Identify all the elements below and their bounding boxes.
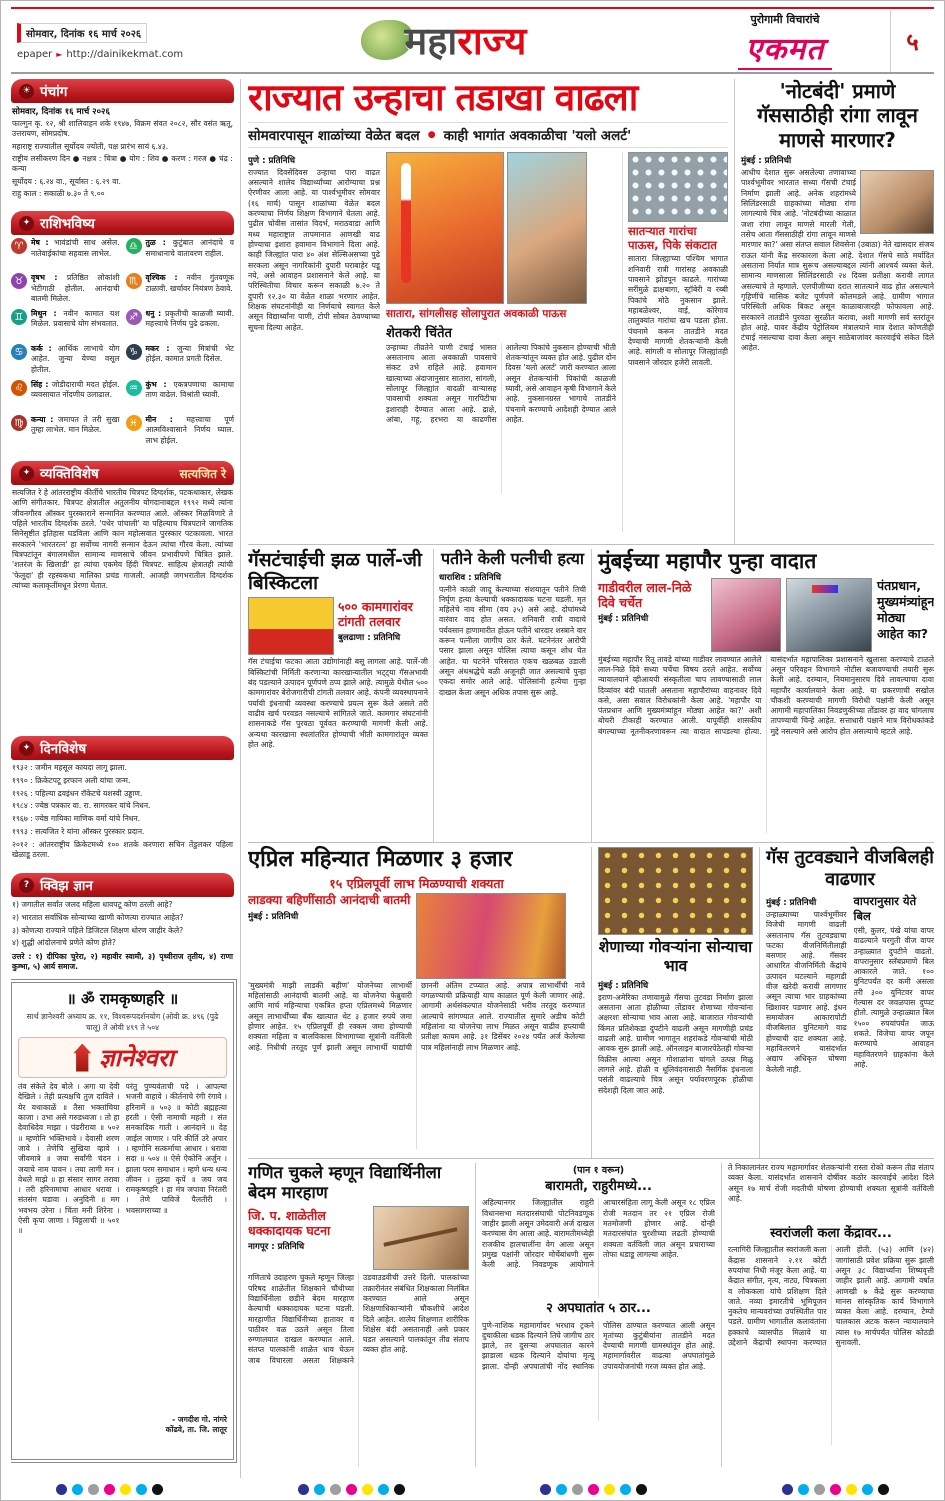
quiz-question: ४) शुद्धी आंदोलनाचे प्रणेते कोण होते? — [12, 938, 116, 948]
shen-article — [592, 847, 760, 1158]
dinvishesh-item: १९२६ : पहिल्या द्रवइंधन रॉकेटचे यशस्वी उड्डाण. — [12, 788, 143, 798]
dinvishesh-item: १९६७ : ज्येष्ठ गायिका माणिक वर्मा यांचे निधन. — [12, 814, 141, 824]
rashi-section — [11, 211, 234, 454]
lead-column-2 — [386, 152, 616, 532]
mahapaur-top — [598, 578, 934, 652]
dnyaneshwara-banner — [18, 1037, 227, 1078]
lead-article — [248, 79, 735, 544]
main-content — [241, 79, 934, 1478]
rashi-title: राशिभविष्य — [40, 216, 95, 233]
dinvishesh-section — [11, 736, 234, 866]
accident-headline: २ अपघातांत ५ ठार... — [546, 1301, 651, 1317]
rashi-item: ♈ मेष : भावंडांची साथ असेल. नातेवाईकांचा सहवास लाभेल. — [11, 238, 120, 268]
panchang-line: महाराष्ट्र राज्यातील सूर्योदय ज्योती, पक्ष प्रारंभ सायं ६.४३. — [12, 141, 169, 151]
reg-dot — [830, 1484, 841, 1495]
vyakti-header — [11, 461, 234, 485]
reg-dot — [620, 1484, 631, 1495]
row-three — [248, 843, 934, 1159]
april-byline: मुंबई : प्रतिनिधी — [248, 911, 299, 922]
epaper-label: epaper — [17, 49, 53, 60]
zodiac-sign-icon: ♌ — [11, 380, 27, 396]
top-rule — [11, 7, 934, 9]
baramati-body: अहिल्यानगर जिल्ह्यातील राहुरी विधानसभा मतदारसंघाची पोटनिवडणूक जाहीर झाली असून उमेदवारी अर्ज दाखल करण्यास वेग आला आहे. बारामतीमध्येही राजकीय हालचालींना वेग आला असून प्रमुख पक्षांनी जोरदार मोर्चेबांधणी सुरू केली आहे. निवडणूक आयोगाने आचारसंहिता लागू केली असून १८ एप्रिल रोजी मतदान तर २१ एप्रिल रोजी मतमोजणी होणार आहे. दोन्ही मतदारसंघांत चुरशीच्या लढती होण्याची शक्यता वर्तविली जात असून प्रचाराच्या तोफा धडाडू लागल्या आहेत. — [482, 1198, 715, 1270]
reg-dot — [88, 1484, 99, 1495]
panchang-section — [11, 79, 234, 204]
notbandi-byline: मुंबई : प्रतिनिधी — [741, 156, 792, 167]
rashi-item: ♓ मीन : महत्त्वाचा पूर्ण आत्मविश्वासाने निर्णय घ्याल. लाभ होईल. — [126, 415, 235, 446]
quiz-header — [11, 873, 234, 897]
notbandi-body: आधीच देशात सुरू असलेल्या तणावाच्या पार्श्वभूमीवर भारतात सध्या गॅसची टंचाई निर्माण झाली आहे. अनेक शहरांमध्ये सिलिंडरसाठी ग्राहकांच्या मोठ्या रांगा लागल्याचे चित्र आहे. 'नोटबंदीच्या काळात जशा रांगा लावून माणसे मारली गेली, तसेच आता गॅससाठीही रांगा लावून माणसे मारणार का?' असा संतप्त सवाल शिवसेना (उबाठा) नेते खासदार संजय राऊत यांनी केंद्र सरकारला केला आहे. देशात गॅसचे साठे मर्यादित असताना निर्यात मात्र सुरूच असल्याबद्दल त्यांनी आश्चर्य व्यक्त केले. सामान्य माणसाला सिलिंडरसाठी २४ दिवस प्रतीक्षा करावी लागत असल्याचे ते म्हणाले. एलपीजीच्या दरात सातत्याने वाढ होत असल्याने गृहिणींचे मासिक बजेट पूर्णपणे कोलमडले आहे. ग्रामीण भागात परिस्थिती अधिक बिकट असून काळाबाजारही फोफावला आहे. सरकारने तातडीने पुरवठा सुरळीत करावा, अशी मागणी सर्व स्तरांतून होत आहे. यावर केंद्रीय पेट्रोलियम मंत्रालयाने मात्र देशात कोणतीही टंचाई नसल्याचा दावा केला असून साठेबाजांवर कारवाईचे संकेत दिले आहेत. — [741, 168, 934, 353]
april-subhead: १५ एप्रिलपूर्वी लाभ मिळण्याची शक्यता — [329, 875, 504, 891]
quiz-title: क्विझ ज्ञान — [40, 878, 93, 894]
reg-dot — [330, 1484, 341, 1495]
ganit-subhead: जि. प. शाळेतील धक्कादायक घटना — [248, 1208, 331, 1239]
page-number: ५ — [890, 10, 934, 72]
reg-dot — [56, 1484, 67, 1495]
baramati-headline: बारामती, राहुरीमध्ये... — [545, 1179, 652, 1194]
parleg-headline: गॅसटंचाईची झळ पार्ले-जी बिस्किटला — [248, 549, 422, 595]
sidebox-body: सातारा जिल्ह्याच्या पश्चिम भागात शनिवारी रात्री गारांसह अवकाळी पावसाने झोडपून काढले. गारांच्या सरींमुळे द्राक्षबागा, स्ट्रॉबेरी व रब्बी पिकांचे मोठे नुकसान झाले. महाबळेश्वर, वाई, कोरेगाव तालुक्यांत गारांचा खच पडला होता. पंचनामे करून तातडीने मदत देण्याची मागणी शेतकऱ्यांनी केली आहे. सांगली व सोलापूर जिल्ह्यांतही पावसाने जोरदार हजेरी लावली. — [628, 254, 728, 367]
patni-article — [434, 549, 592, 842]
parleg-article — [248, 549, 434, 842]
reg-dot — [362, 1484, 373, 1495]
om-title: ॥ ॐ रामकृष्णहरि ॥ — [66, 990, 179, 1009]
rashi-header — [11, 211, 234, 235]
panchang-line: सूर्योदय : ६.२४ वा., सूर्यास्त : ६.२९ वा. — [12, 176, 121, 186]
continued-from-page1 — [476, 1163, 722, 1467]
reg-dot — [636, 1484, 647, 1495]
reg-dot — [846, 1484, 857, 1495]
patni-byline: धाराशिव : प्रतिनिधि — [439, 572, 502, 583]
gasvij-subhead: वापरानुसार येते बिल — [853, 893, 917, 923]
row-lead — [248, 79, 934, 545]
mayor-photo — [711, 578, 781, 652]
dinvishesh-item: १९९० : क्रिकेटपटू इरफान अली यांचा जन्म. — [12, 775, 131, 785]
lead-subhead-right: काही भागांत अवकाळीचा 'यलो अलर्ट' — [443, 127, 632, 144]
dinvishesh-item: २०१२ : आंतरराष्ट्रीय क्रिकेटमध्ये १०० शतके करणारा सचिन तेंडुलकर पहिला खेळाडू ठरला. — [12, 839, 233, 860]
tagline: पुरोगामी विचारांचे — [750, 13, 820, 26]
lead-subhead — [248, 122, 728, 148]
parleg-top — [248, 597, 428, 655]
swaranjali-intro: ते निकालानंतर राज्य महामार्गावर शेतकऱ्यांनी रास्ता रोको करून तीव्र संताप व्यक्त केला. यासंदर्भात शासनाने दोषींवर कठोर कारवाईचे आदेश दिले असून १७ मार्च रोजी मदतीची घोषणा होण्याची शक्यता सूत्रांनी वर्तविली आहे. — [728, 1163, 934, 1203]
patni-headline: पतीने केली पत्नीची हत्या — [440, 549, 585, 568]
reg-group-4 — [782, 1484, 889, 1495]
parleg-subhead: ५०० कामगारांवर टांगती तलवार — [338, 599, 413, 630]
gasvij-col-1 — [766, 894, 847, 1159]
gasvij-headline: गॅस तुटवड्याने वीजबिलही वाढणार — [766, 847, 934, 890]
reg-dot — [152, 1484, 163, 1495]
vyakti-body: सत्यजित रे हे आंतरराष्ट्रीय कीर्तीचे भारतीय चित्रपट दिग्दर्शक, पटकथाकार, लेखक आणि संगीतकार. चित्रपट क्षेत्रातील अतुलनीय योगदानाबद्दल १९९२ मध्ये त्यांना जीवनगौरव ऑस्कर पुरस्काराने सन्मानित करण्यात आले. ऑस्कर मिळविणारे ते पहिले भारतीय दिग्दर्शक ठरले. 'पथेर पांचाली' या पहिल्याच चित्रपटाने जागतिक सिनेसृष्टीत इतिहास घडविला आणि कान महोत्सवात पुरस्कार पटकावला. भारत सरकारने 'भारतरत्न' हा सर्वोच्च नागरी सन्मान देऊन त्यांचा गौरव केला. त्यांच्या चित्रपटांतून बंगालमधील सामान्य माणसाचे जीवन प्रभावीपणे चित्रित झाले. 'शतरंज के खिलाडी' हा त्यांचा एकमेव हिंदी चित्रपट. साहित्य क्षेत्रातही त्यांची 'फेलूदा' ही रहस्यकथा मालिका प्रचंड गाजली. आजही जगभरातील दिग्दर्शक त्यांच्या कलाकृतींमधून प्रेरणा घेतात. — [12, 488, 233, 590]
issue-date: सोमवार, दिनांक १६ मार्च २०२६ — [17, 23, 147, 43]
april-article — [248, 847, 592, 1158]
header-right — [680, 12, 890, 70]
mahapaur-question: पंतप्रधान, मुख्यमंत्र्यांहून मोठ्या आहेत का? — [877, 577, 934, 642]
ganit-byline: नागपूर : प्रतिनिधि — [248, 1242, 305, 1253]
row-four — [248, 1159, 934, 1467]
masthead-rajya: राज्य — [457, 19, 527, 63]
april-kicker: लाडक्या बहिणींसाठी आनंदाची बातमी — [248, 892, 411, 907]
reg-dot — [72, 1484, 83, 1495]
panchang-body — [11, 103, 234, 204]
mahapaur-article — [592, 549, 934, 842]
lead-photos — [386, 152, 616, 304]
notbandi-body-wrap — [741, 168, 934, 536]
vyakti-section — [11, 461, 234, 729]
lead-body-2: उन्हाच्या तीव्रतेने पाणी टंचाई भासत असतानाच आता अवकाळी पावसाचे संकट उभे राहिले आहे. हवामान खात्याच्या अंदाजानुसार सातारा, सांगली, सोलापूर जिल्ह्यांत वादळी वाऱ्यासह पावसाची शक्यता असून गारपिटीचा इशाराही देण्यात आला आहे. द्राक्षे, आंबा, गहू, हरभरा या काढणीस आलेल्या पिकांचे नुकसान होण्याची भीती शेतकऱ्यांतून व्यक्त होत आहे. पुढील दोन दिवस 'यलो अलर्ट' जारी करण्यात आला असून शेतकऱ्यांनी पिकांची काळजी घ्यावी, असे आवाहन कृषी विभागाने केले आहे. नुकसानग्रस्त भागाचे तातडीने पंचनामे करण्याचे आदेशही देण्यात आले आहेत. — [386, 342, 616, 425]
panchang-line: राष्ट्रीय लसीकरण दिन ● नक्षत्र : चित्रा ● योग : शिव ● करण : गरज ● चंद्र : कन्या — [12, 153, 233, 174]
masthead — [251, 19, 680, 63]
shen-headline: शेणाच्या गोवऱ्यांना सोन्याचा भाव — [598, 938, 753, 975]
zodiac-sign-icon: ♐ — [126, 309, 142, 325]
april-body: 'मुख्यमंत्री माझी लाडकी बहीण' योजनेच्या लाभार्थी महिलांसाठी आनंदाची बातमी आहे. या योजनेचा फेब्रुवारी आणि मार्च महिन्याचा एकत्रित हप्ता एप्रिलमध्ये मिळणार असून लाभार्थींच्या बँक खात्यात थेट ३ हजार रुपये जमा होणार आहेत. १५ एप्रिलपूर्वी ही रक्कम जमा होण्याची शक्यता महिला व बालविकास विभागाच्या सूत्रांनी वर्तविली आहे. निधीची तरतूद पूर्ण झाली असून लाभार्थी याद्यांची छाननी अंतिम टप्प्यात आहे. अपात्र लाभार्थींची नावे वगळण्याची प्रक्रियाही याच काळात पूर्ण केली जाणार आहे. आगामी अर्थसंकल्पात योजनेसाठी भरीव तरतूद करण्यात आल्याचे सांगण्यात आले. राज्यातील सुमारे अडीच कोटी महिलांना या योजनेचा लाभ मिळत असून वाढीव हप्त्याची प्रतीक्षा कायम आहे. ३१ डिसेंबर २०२४ पर्यंत अर्ज केलेल्या पात्र महिलांनाही लाभ मिळणार आहे. — [248, 980, 585, 1052]
mahapaur-meta — [598, 578, 706, 652]
dnyaneshwara-logo: ज्ञानेश्वरा — [99, 1044, 174, 1072]
rashi-item: ♎ तुळ : कुटुंबात आनंदाचे व समाधानाचे वातावरण राहील. — [126, 238, 235, 268]
mayor-car-photo — [786, 578, 872, 652]
gasvij-body-1: उन्हाळ्याच्या पार्श्वभूमीवर विजेची मागणी वाढली असतानाच गॅस तुटवड्याचा फटका वीजनिर्मितीलाही बसणार आहे. गॅसवर आधारित वीजनिर्मिती केंद्रांचे उत्पादन घटल्याने महागडी वीज खरेदी करावी लागणार असून त्याचा भार ग्राहकांच्या खिशावर पडणार आहे. इंधन समायोजन आकारापोटी वीजबिलात युनिटमागे वाढ होण्याची दाट शक्यता आहे. महावितरणने यासंदर्भात अद्याप अधिकृत घोषणा केलेली नाही. — [766, 909, 847, 1074]
ladki-bahin-photo — [416, 893, 566, 979]
sidebox-title: सातऱ्यात गारांचा पाऊस, पिके संकटात — [628, 223, 717, 252]
rashi-item: ♉ वृषभ : प्रतिष्ठित लोकांशी भेटीगाठी होतील. आनंदाची बातमी मिळेल. — [11, 273, 120, 304]
question-icon: ? — [19, 878, 34, 893]
patni-body: पत्नीने काळी जादू केल्याच्या संशयातून पतीने तिची निर्घृण हत्या केल्याची धक्कादायक घटना घडली. मृत महिलेचे नाव सीमा (वय ३५) असे आहे. दोघांमध्ये वारंवार वाद होत असत. शनिवारी रात्री वादाचे पर्यवसान हाणामारीत होऊन पतीने धारदार शस्त्राने वार करून पत्नीला जागीच ठार केले. घटनेनंतर आरोपी पसार झाला असून पोलिस त्याचा कसून शोध घेत आहेत. या घटनेने परिसरात एकच खळबळ उडाली असून अंधश्रद्धेचे बळी अजूनही जात असल्याचे पुन्हा एकदा समोर आले आहे. पोलिसांनी हत्येचा गुन्हा दाखल केला असून अधिक तपास सुरू आहे. — [439, 584, 586, 697]
rashi-grid — [11, 235, 234, 454]
dinvishesh-header — [11, 736, 234, 760]
rashi-item: ♍ कन्या : जमापत ते तरी सुखा तुम्हा लाभेल. मान मिळेल. — [11, 415, 120, 446]
reg-dot — [298, 1484, 309, 1495]
panchang-line: फाल्गुन कृ. १२, श्री शालिवाहन शके १९४७, विक्रम संवत २०८२, सौर वसंत ऋतू, उत्तरायण, सोमप्रदोष. — [12, 119, 233, 139]
ganit-headline: गणित चुकले म्हणून विद्यार्थिनीला बेदम मारहाण — [248, 1163, 442, 1203]
author-place: कोंढवे, ता. जि. लातूर — [165, 1425, 227, 1435]
panchang-line: राहु काल : सकाळी ७.३० ते ९.०० — [12, 188, 105, 198]
rashi-item: ♏ वृश्चिक : नवीन गुंतवणूक टाळावी. खर्चावर नियंत्रण ठेवावे. — [126, 273, 235, 304]
page-header — [11, 10, 934, 74]
dinvishesh-title: दिनविशेष — [40, 741, 87, 757]
lead-headline: राज्यात उन्हाचा तडाखा वाढला — [248, 79, 638, 119]
reg-dot — [314, 1484, 325, 1495]
sidebar — [11, 79, 241, 1478]
row-two — [248, 545, 934, 843]
swaranjali-body: रत्नागिरी जिल्ह्यातील स्वरांजली कला केंद्रास शासनाने २.११ कोटी रुपयांचा निधी मंजूर केला आहे. या केंद्रात संगीत, नृत्य, नाट्य, चित्रकला व लोककला यांचे प्रशिक्षण दिले जाते. नव्या इमारतीचे भूमिपूजन नुकतेच मान्यवरांच्या उपस्थितीत पार पडले. ग्रामीण भागातील कलावंतांना हक्काचे व्यासपीठ मिळावे या उद्देशाने केंद्राची स्थापना करण्यात आली होती. (५३) आणि (४२) जागांसाठी प्रवेश प्रक्रिया सुरू झाली असून ३८ विद्यार्थ्यांना शिष्यवृत्ती जाहीर झाली आहे. आगामी वर्षात आणखी ७ केंद्रे सुरू करण्याचा मानस सांस्कृतिक कार्य विभागाने व्यक्त केला आहे. दरम्यान, टेम्पो चालकास अटक करून न्यायालयाने त्यास १७ मार्चपर्यंत पोलिस कोठडी सुनावली. — [728, 1245, 934, 1348]
rashi-item: ♑ मकर : जुन्या मित्रांची भेट होईल. कामात प्रगती दिसेल. — [126, 344, 235, 375]
reg-group-2 — [298, 1484, 405, 1495]
quiz-answers: उत्तरे : १) दीपिका चुरेरा, २) महावीर स्वामी, ३) पृथ्वीराज तृतीय, ४) राणा कुम्भा, ५) आर्य समाज. — [12, 951, 233, 972]
april-meta — [248, 893, 410, 979]
panchang-date: सोमवार, दिनांक १६ मार्च २०२६ — [12, 107, 110, 117]
zodiac-sign-icon: ♏ — [126, 273, 142, 289]
reg-dot — [878, 1484, 889, 1495]
zodiac-sign-icon: ♒ — [126, 380, 142, 396]
reg-dot — [540, 1484, 551, 1495]
swaranjali-article — [722, 1163, 934, 1467]
spiritual-col-1: तंव संकेते देव बोले । अगा या देवी देखिले । तेही प्रत्यक्षचि तुज दाविले । येर यथाकाळें ॥ तैसा भक्तांचिया काजा । उभा असे गरुडध्वजा । तो हा देवाधिदेव माझा । पंढरीराया ॥ ५०२ ॥ म्हणोनि भक्तिभावे । देवासी शरण जावे । तेणेचि सुखिया व्हावे । जीवमात्रे ॥ जया सर्वांगी चंदन । जयाचे नाम पावन । तया लागी मन । वेधले माझे ॥ हा संसार सागर तरावा । तरी हरिनामाचा आधार धरावा । संतसंग घडावा । अनुदिनी ॥ मग भवभय उरेना । चिंता मनी शिरेना । ऐसी कृपा जाणा । विठ्ठलाची ॥ ५०१ ॥ — [18, 1082, 120, 1236]
lead-crosshead: शेतकरी चिंतेत — [386, 325, 452, 341]
shen-body: इराण-अमेरिका तणावामुळे गॅसचा तुटवडा निर्माण झाला असताना आता होळीच्या तोंडावर शेणाच्या गोवऱ्यांना अक्षरशः सोन्याचा भाव आला आहे. बाजारात गोवऱ्यांची किंमत प्रतिशेकडा दुपटीने वाढली असून मागणीही प्रचंड वाढली आहे. ग्रामीण भागातून शहरांकडे गोवऱ्यांची मोठी आवक सुरू झाली आहे. ऑनलाइन बाजारपेठेतही गोवऱ्या विक्रीस आल्या असून गोशाळांना चांगले उत्पन्न मिळू लागले आहे. होळी व धूलिवंदनासाठी नैसर्गिक इंधनाला पसंती वाढल्याचे चित्र असून पर्यावरणपूरक होळीचा संदेशही दिला जात आहे. — [598, 992, 753, 1095]
panchang-title: पंचांग — [40, 84, 68, 100]
swaranjali-headline: स्वरांजली कला केंद्रावर... — [770, 1226, 892, 1241]
page-content — [11, 79, 934, 1478]
dinvishesh-item: १९८४ : ज्येष्ठ पत्रकार वा. रा. सागरकर यांचे निधन. — [12, 801, 151, 811]
notbandi-headline: 'नोटबंदी' प्रमाणे गॅससाठीही रांगा लावून माणसे मारणार? — [757, 79, 918, 152]
spiritual-section — [11, 982, 234, 1460]
epaper-line — [17, 49, 251, 60]
rashi-item: ♒ कुंभ : एकत्रपणाचा कामाचा ताण वाढेल. विश्रांती घ्यावी. — [126, 380, 235, 410]
gas-electricity-article — [760, 847, 934, 1158]
ganit-meta — [248, 1206, 368, 1270]
mahapaur-headline: मुंबईच्या महापौर पुन्हा वादात — [598, 549, 817, 573]
quiz-question: २) भारतात सर्वाधिक सोन्याच्या खाणी कोणत्या राज्यात आहेत? — [12, 912, 184, 922]
caning-photo — [373, 1206, 469, 1270]
rashi-item: ♐ धनु : प्रकृतीची काळजी घ्यावी. महत्त्वाचे निर्णय पुढे ढकला. — [126, 309, 235, 339]
quiz-questions — [12, 900, 233, 949]
panchang-header — [11, 79, 234, 103]
lead-body-1: राज्यात दिवसेंदिवस उन्हाचा पारा वाढत असल्याने शालेय विद्यार्थ्यांच्या आरोग्याचा प्रश्न ऐरणीवर आला आहे. या पार्श्वभूमीवर सोमवार (१६ मार्च) पासून शाळांच्या वेळेत बदल करण्याचा निर्णय शिक्षण विभागाने घेतला आहे. पुढील चोवीस तासांत विदर्भ, मराठवाडा आणि मध्य महाराष्ट्रात तापमानात आणखी वाढ होण्याचा इशारा हवामान विभागाने दिला आहे. काही जिल्ह्यांत पारा ४० अंश सेल्सिअसच्या पुढे सरकला असून नागरिकांनी दुपारी घराबाहेर पडू नये, असे आवाहन प्रशासनाने केले आहे. या परिस्थितीचा विचार करून सकाळी ७.२० ते दुपारी १२.३० या वेळेत शाळा भरणार आहेत. शिक्षक संघटनांनीही या निर्णयाचे स्वागत केले असून विद्यार्थ्यांना पाणी, टोपी सोबत ठेवण्याच्या सूचना दिल्या आहेत. — [248, 167, 380, 332]
gasvij-col-2 — [854, 894, 935, 1159]
mahapaur-byline: मुंबई : प्रतिनिधी — [598, 613, 649, 624]
header-left — [11, 22, 251, 60]
epaper-url[interactable]: http://dainikekmat.com — [66, 49, 184, 60]
lead-byline: पुणे : प्रतिनिधि — [248, 155, 296, 166]
pointer-icon: ► — [56, 50, 63, 59]
lead-grid — [248, 152, 728, 532]
sun-icon: ☀ — [19, 84, 34, 99]
parleg-byline: बुलढाणा : प्रतिनिधि — [338, 633, 401, 644]
ganit-top — [248, 1206, 469, 1270]
gasvij-body-2: एसी, कुलर, पंखे यांचा वापर वाढल्याने घरगुती वीज वापर उन्हाळ्यात दुपटीने वाढतो. वापरानुसार स्लॅबप्रमाणे बिल आकारले जाते. १०० युनिटपर्यंत दर कमी असला तरी ३०० युनिटवर वापर गेल्यास दर जवळपास दुप्पट होतो. त्यामुळे उन्हाळ्यात बिल १५०० रुपयांपर्यंत जाऊ शकते. विजेचा वापर जपून करण्याचे आवाहन महावितरणने ग्राहकांना केले आहे. — [853, 925, 934, 1069]
dinvishesh-item: १९३२ : जमीन महसूल कायदा लागू झाला. — [12, 763, 127, 772]
gasvij-columns — [766, 894, 934, 1159]
heat-person-photo — [507, 152, 587, 304]
brand-logo: एकमत — [738, 27, 833, 70]
dung-cakes-coins-photo — [598, 847, 753, 935]
reg-dot — [136, 1484, 147, 1495]
april-top — [248, 893, 585, 979]
mahapaur-body: मुंबईच्या महापौर रितू तावडे यांच्या गाडीवर लावण्यात आलेले लाल-निळे दिवे सध्या चर्चेचा विषय ठरले आहेत. सर्वोच्च न्यायालयाने व्हीआयपी संस्कृतीला चाप लावण्यासाठी लाल दिव्यांवर बंदी घातली असताना महापौरांच्या वाहनावर दिवे कसे, असा सवाल विरोधकांनी केला आहे. 'महापौर या पंतप्रधान आणि मुख्यमंत्र्यांहून मोठ्या आहेत का?' अशी बोचरी टीकाही करण्यात आली. यापूर्वीही शासकीय बंगल्याच्या नूतनीकरणावरून त्या वादात सापडल्या होत्या. यासंदर्भात महापालिका प्रशासनाने खुलासा करण्याचे टाळले असून परिवहन विभागाने नोटीस बजावण्याची तयारी सुरू केली आहे. दरम्यान, नियमानुसारच दिवे लावल्याचा दावा महापौर कार्यालयाने केला आहे. या प्रकरणाची सखोल चौकशी करण्याची मागणी विरोधी पक्षांनी केली असून आगामी महापालिका निवडणुकीच्या तोंडावर हा वाद चांगलाच तापण्याची चिन्हे आहेत. सत्ताधारी पक्षाने मात्र विरोधकांकडे मुद्दे नसल्याने असे आरोप होत असल्याचे म्हटले आहे. — [598, 654, 934, 736]
bullet-icon: ● — [427, 129, 436, 140]
reg-dot — [814, 1484, 825, 1495]
reg-dot — [782, 1484, 793, 1495]
zodiac-sign-icon: ♈ — [11, 238, 27, 254]
parleg-body: गॅस टंचाईचा फटका आता उद्योगांनाही बसू लागला आहे. पार्ले-जी बिस्किटांची निर्मिती करणाऱ्या कारखान्यातील भट्ट्या गॅसअभावी बंद पडल्याने उत्पादन पूर्णपणे ठप्प झाले आहे. त्यामुळे येथील ५०० कामगारांवर बेरोजगारीची टांगती तलवार आहे. कंपनी व्यवस्थापनाने पर्यायी इंधनाची व्यवस्था करण्याचे प्रयत्न सुरू केले असले तरी वाढीव खर्च परवडत नसल्याचे सांगितले जाते. कामगार संघटनांनी शासनाकडे गॅस पुरवठा पूर्ववत करण्याची मागणी केली आहे. अन्यथा कारखाना स्थलांतरित होण्याची भीती कामगारांतून व्यक्त होत आहे. — [248, 657, 428, 749]
spiritual-subtitle: सार्थ ज्ञानेश्वरी अध्याय क्र. ११, विश्वरूपदर्शनयोग (ओवी क्र. ४९६ (पुढे चालू) ते ओवी ४९९ ते ५०४ — [26, 1012, 219, 1032]
hailstones-photo — [628, 152, 728, 222]
reg-dot — [556, 1484, 567, 1495]
april-headline: एप्रिल महिन्यात मिळणार ३ हजार — [248, 847, 513, 872]
vyakti-person-name: सत्यजित रे — [179, 466, 226, 481]
reg-dot — [604, 1484, 615, 1495]
heatwave-thermometer-photo — [386, 152, 504, 304]
temple-icon — [71, 1044, 93, 1072]
notbandi-article — [735, 79, 934, 544]
biscuit-pack-photo — [248, 597, 334, 655]
spiritual-columns — [18, 1082, 227, 1412]
person-icon: ✦ — [19, 466, 34, 481]
photo-caption: सातारा, सांगलीसह सोलापुरात अवकाळी पाऊस — [386, 307, 567, 320]
accident-body: पुणे-नाशिक महामार्गावर भरधाव ट्रकने दुचाकीला धडक दिल्याने तिघे जागीच ठार झाले, तर दुसऱ्या अपघातात कारने झाडाला धडक दिल्याने दोघांचा मृत्यू झाला. दोन्ही अपघातांची नोंद स्थानिक पोलिस ठाण्यात करण्यात आली असून मृतांच्या कुटुंबीयांना तातडीने मदत देण्याची मागणी ग्रामस्थांतून होत आहे. महामार्गावरील वाढत्या अपघातांमुळे उपाययोजनांची गरज व्यक्त होत आहे. — [482, 1320, 715, 1371]
zodiac-sign-icon: ♋ — [11, 344, 27, 360]
reg-group-3 — [540, 1484, 647, 1495]
reg-dot — [394, 1484, 405, 1495]
panchang-lines — [12, 119, 233, 199]
quiz-question: १) जगातील सर्वांत जलद महिला धावपटू कोण ठरली आहे? — [12, 900, 173, 909]
rashi-item: ♊ मिथुन : नवीन कामात यश मिळेल. प्रवासाचे योग संभवतात. — [11, 309, 120, 339]
rashi-item: ♋ कर्क : आर्थिक लाभाचे योग आहेत. जुन्या येण्या वसूल होतील. — [11, 344, 120, 375]
reg-group-1 — [56, 1484, 163, 1495]
reg-dot — [346, 1484, 357, 1495]
lead-sidebox — [622, 152, 728, 532]
zodiac-icon: ✦ — [19, 216, 34, 231]
vyakti-title: व्यक्तिविशेष — [40, 466, 99, 482]
reg-dot — [104, 1484, 115, 1495]
mahapaur-subhead: गाडीवरील लाल-निळे दिवे चर्चेत — [598, 579, 692, 610]
gasvij-byline: मुंबई : प्रतिनिधी — [766, 897, 817, 908]
zodiac-sign-icon: ♎ — [126, 238, 142, 254]
lead-subhead-left: सोमवारपासून शाळांच्या वेळेत बदल — [248, 127, 420, 144]
continuation-tag: (पान १ वरून) — [572, 1165, 625, 1176]
lead-column-1 — [248, 152, 380, 532]
reg-dot — [798, 1484, 809, 1495]
zodiac-sign-icon: ♉ — [11, 273, 27, 289]
quiz-section — [11, 873, 234, 975]
quiz-body — [11, 897, 234, 975]
shen-byline: मुंबई : प्रतिनिधि — [598, 980, 649, 991]
ganit-article — [248, 1163, 476, 1467]
zodiac-sign-icon: ♑ — [126, 344, 142, 360]
print-registration-marks — [56, 1484, 889, 1495]
leader-portrait-photo — [860, 170, 934, 234]
zodiac-sign-icon: ♍ — [11, 415, 27, 431]
reg-dot — [862, 1484, 873, 1495]
masthead-maha: महा — [404, 19, 458, 63]
rashi-item: ♌ सिंह : जोडीदाराची मदत होईल. व्यवसायात नोंदणीय उलाढाल. — [11, 380, 120, 410]
zodiac-sign-icon: ♊ — [11, 309, 27, 325]
author-name: - जगदीश गो. नांगरे — [172, 1415, 227, 1424]
dinvishesh-item: १९९३ : सत्यजित रे यांना ऑस्कर पुरस्कार प्रदान. — [12, 827, 145, 837]
zodiac-sign-icon: ♓ — [126, 415, 142, 431]
reg-dot — [588, 1484, 599, 1495]
ganit-body: गणिताचे उदाहरण चुकले म्हणून जिल्हा परिषद शाळेतील शिक्षकाने चौथीच्या विद्यार्थिनीला छडीने बेदम मारहाण केल्याची धक्कादायक घटना घडली. मारहाणीत विद्यार्थिनीच्या हातावर व पाठीवर वळ उठले असून तिला रुग्णालयात दाखल करण्यात आले. संतप्त पालकांनी शाळेत धाव घेऊन जाब विचारला असता शिक्षकाने उडवाउडवीची उत्तरे दिली. पालकांच्या तक्रारीनंतर संबंधित शिक्षकाला निलंबित करण्यात आले असून शिक्षणाधिकाऱ्यांनी चौकशीचे आदेश दिले आहेत. शालेय शिक्षणात शारीरिक शिक्षेस बंदी असतानाही असे प्रकार घडत असल्याने पालकांतून तीव्र संताप व्यक्त होत आहे. — [248, 1273, 469, 1365]
star-icon: ✦ — [19, 741, 34, 756]
reg-dot — [120, 1484, 131, 1495]
reg-dot — [572, 1484, 583, 1495]
spiritual-signature — [18, 1415, 227, 1436]
parleg-meta — [338, 597, 428, 655]
reg-dot — [378, 1484, 389, 1495]
dinvishesh-list — [11, 760, 234, 866]
quiz-question: ३) कोणत्या राज्याने पहिले डिजिटल शिक्षण धोरण जाहीर केले? — [12, 925, 184, 935]
spiritual-col-2: परंतु पुण्यवंताची पदे । आपल्या भजनी वाहावे । कीर्तनाचे रंगी रंगावे । हरिनामें ॥ ५०३ ॥ कोटी ब्रह्महत्या हरती । ऐसी नामाची महती । संत सनकादिक गाती । आनंदाने ॥ देह जाईल जाणार । परि कीर्ति उरे अपार । म्हणोनि सत्कर्माचा आधार । धरावा सदा ॥ ५०४ ॥ ऐसे ऐकोनि अर्जुन । झाला परम समाधान । म्हणे धन्य धन्य जीवन । तुझ्या कृपें ॥ जय जय रामकृष्णहरि । हा मंत्र जपावा निरंतरी । तेणे पाविजे पैलतीरी । भवसागराच्या ॥ — [125, 1082, 227, 1215]
